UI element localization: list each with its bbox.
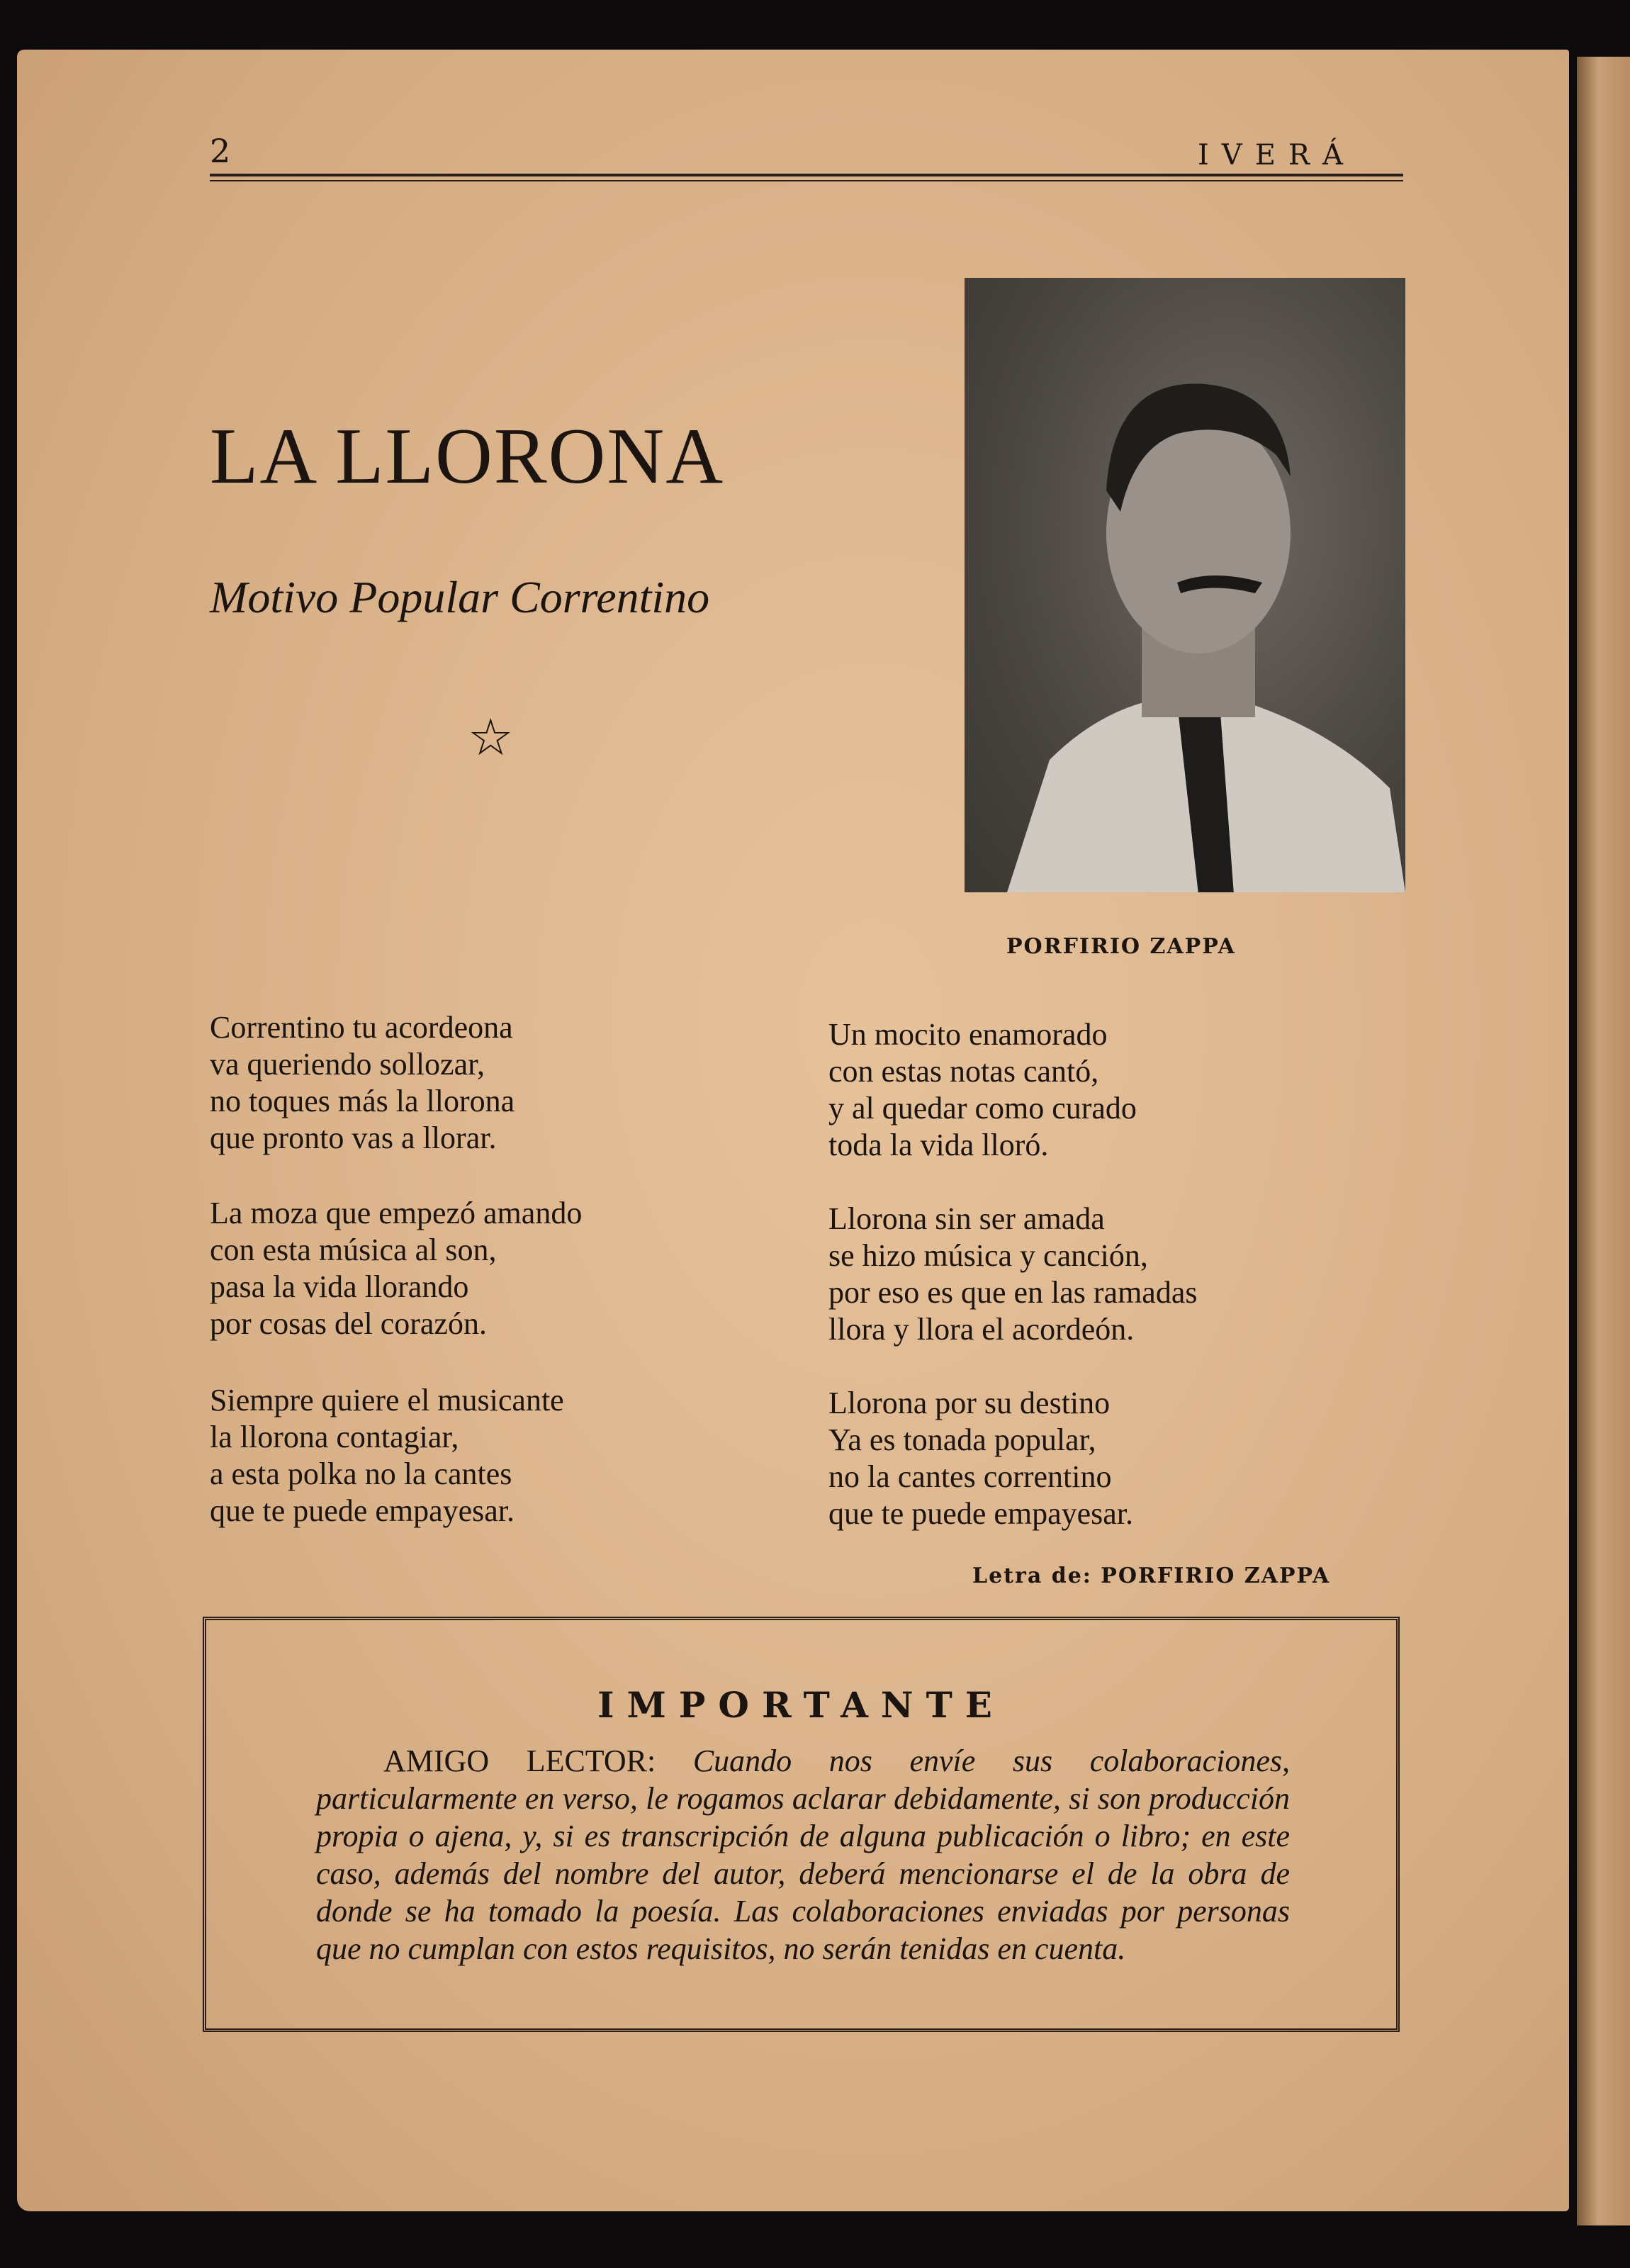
left-stanza-1 <box>210 1009 515 1157</box>
verse-line: y al quedar como curado <box>828 1091 1137 1125</box>
header-rule-thin <box>210 180 1403 181</box>
verse-line: se hizo música y canción, <box>828 1238 1148 1273</box>
verse-line: con esta música al son, <box>210 1233 497 1267</box>
verse-line: Llorona por su destino <box>828 1386 1111 1420</box>
verse-line: la llorona contagiar, <box>210 1420 459 1454</box>
notice-lead: AMIGO LECTOR: <box>383 1744 656 1778</box>
right-stanza-1 <box>828 1016 1137 1164</box>
verse-line: llora y llora el acordeón. <box>828 1312 1135 1347</box>
verse-line: Un mocito enamorado <box>828 1017 1108 1052</box>
notice-heading: IMPORTANTE <box>597 1684 1005 1726</box>
verse-line: no toques más la llorona <box>210 1084 515 1118</box>
left-stanza-2 <box>210 1195 582 1342</box>
verse-line: por cosas del corazón. <box>210 1306 487 1341</box>
verse-line: Correntino tu acordeona <box>210 1010 513 1045</box>
verse-line: va queriendo sollozar, <box>210 1047 485 1082</box>
right-stanza-3 <box>828 1385 1133 1532</box>
verse-line: Ya es tonada popular, <box>828 1422 1096 1457</box>
header-rule <box>210 174 1403 176</box>
verse-line: con estas notas cantó, <box>828 1054 1099 1089</box>
verse-line: Llorona sin ser amada <box>828 1201 1105 1236</box>
verse-line: a esta polka no la cantes <box>210 1456 512 1491</box>
verse-line: que pronto vas a llorar. <box>210 1121 497 1155</box>
article-subtitle: Motivo Popular Correntino <box>210 572 710 622</box>
author-portrait-photo <box>965 278 1405 892</box>
photo-caption: PORFIRIO ZAPPA <box>1006 934 1236 959</box>
article-title: LA LLORONA <box>210 412 725 500</box>
star-ornament-icon: ☆ <box>468 707 514 767</box>
facing-page-edge <box>1577 57 1630 2225</box>
verse-line: Siempre quiere el musicante <box>210 1383 564 1418</box>
lyrics-credit: Letra de: PORFIRIO ZAPPA <box>972 1564 1331 1588</box>
page-number: 2 <box>210 132 231 170</box>
magazine-name: IVERÁ <box>1198 139 1356 172</box>
verse-line: no la cantes correntino <box>828 1459 1112 1494</box>
important-notice-box <box>203 1617 1400 2032</box>
verse-line: que te puede empayesar. <box>828 1496 1134 1531</box>
verse-line: La moza que empezó amando <box>210 1196 583 1230</box>
notice-body: Cuando nos envíe sus colaboraciones, particularmente en verso, le rogamos aclarar debidamente, si son producción propia o ajena, y, si es transcripción de alguna publicación o libro; en este caso, además del nombre del autor, deberá mencionarse el de la obra de donde se ha tomado la poesía. Las colaboraciones enviadas por personas que no cumplan con estos requisitos, no serán tenidas en cuenta. <box>316 1744 1291 1966</box>
verse-line: por eso es que en las ramadas <box>828 1275 1198 1310</box>
left-stanza-3 <box>210 1382 564 1529</box>
verse-line: toda la vida lloró. <box>828 1128 1049 1162</box>
verse-line: que te puede empayesar. <box>210 1493 515 1528</box>
verse-line: pasa la vida llorando <box>210 1269 469 1304</box>
notice-paragraph <box>316 1742 1290 1967</box>
right-stanza-2 <box>828 1201 1197 1348</box>
